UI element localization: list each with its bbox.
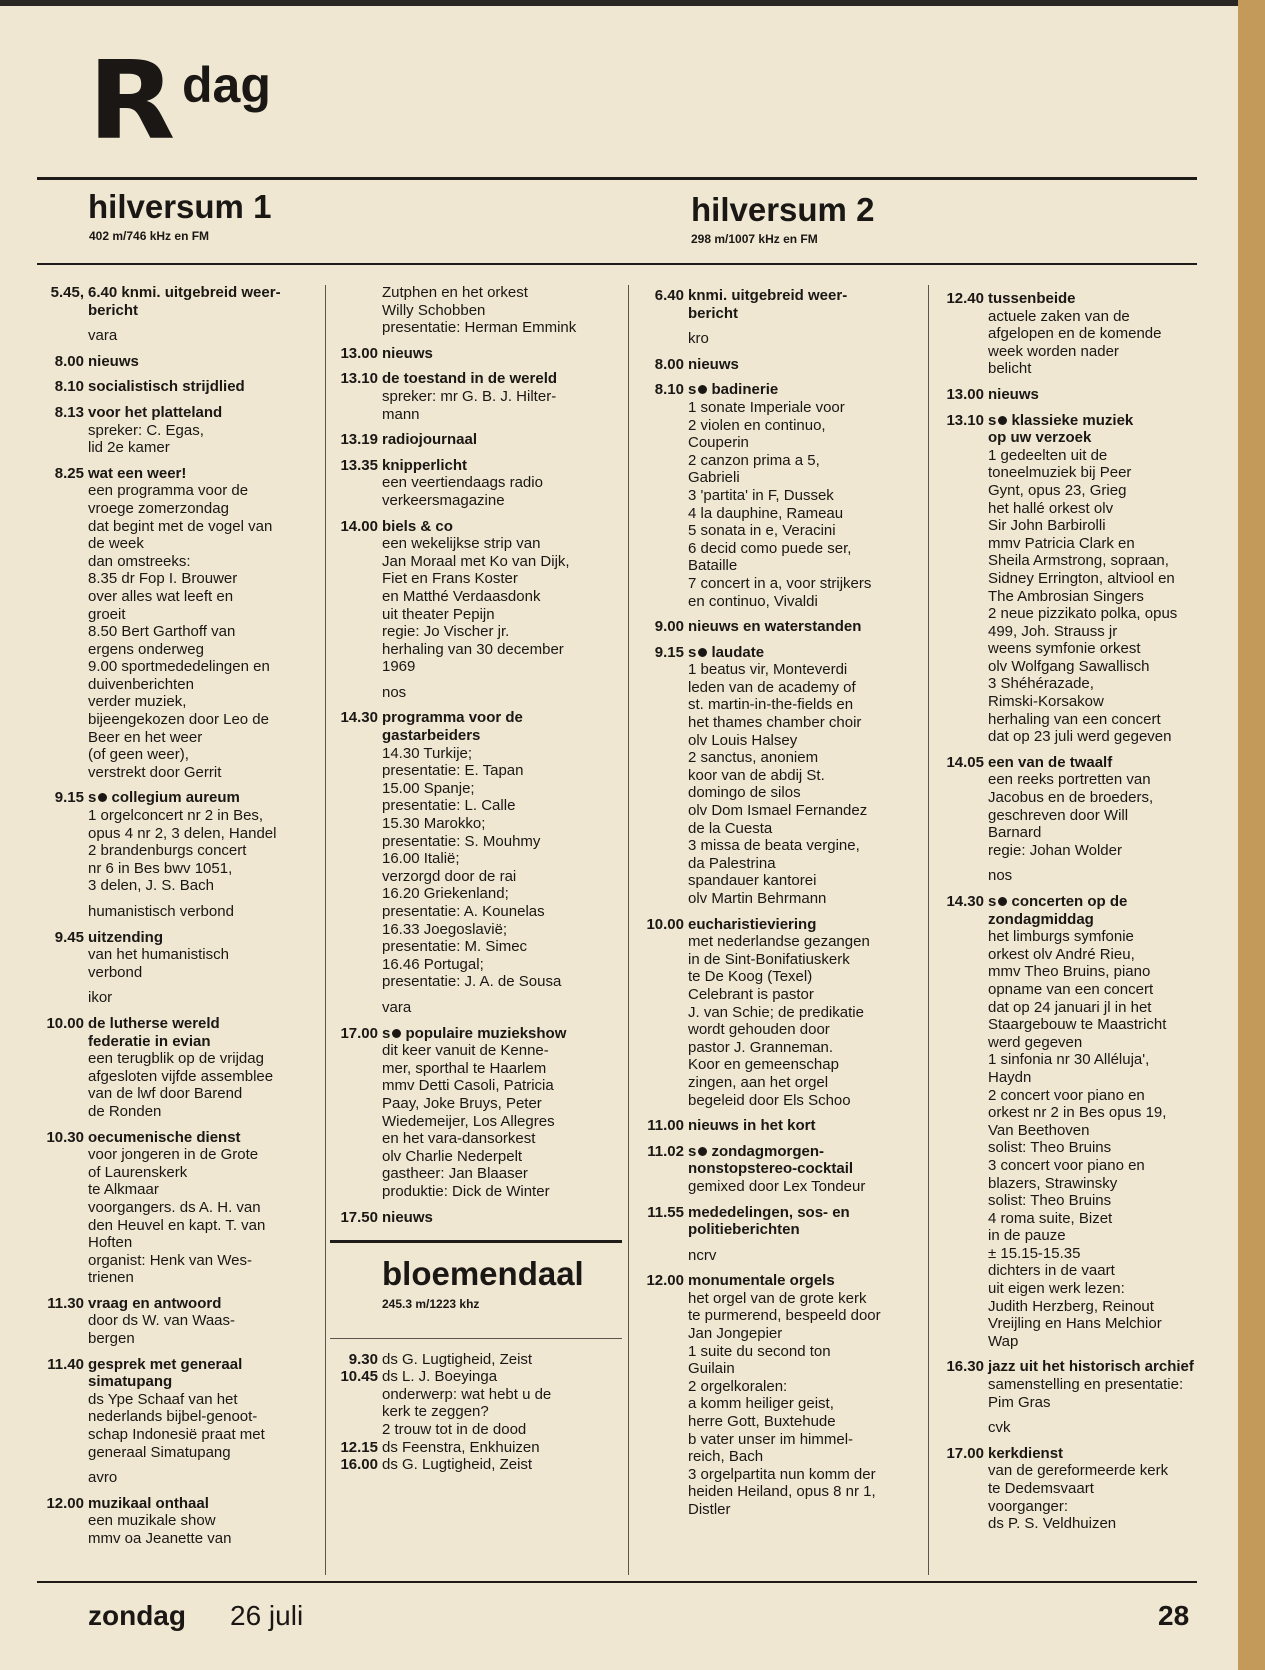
program-time: 17.00: [946, 1444, 984, 1462]
program-entry: [936, 754, 1221, 860]
program-description: 14.30 Turkije; presentatie: E. Tapan 15.00 Spanje; presentatie: L. Calle 15.30 Marokko; presentatie: S. Mouhmy 16.00 Italië; verzorgd door de rai 16.20 Griekenland; presentatie: A. Kounelas 16.33 Joegoslavië; presentatie: M. Simec 16.46 Portugal; presentatie: J. A. de Sousa: [382, 744, 562, 991]
footer-day: zondag: [88, 1600, 186, 1631]
program-title-text: knmi. uitgebreid weer- bericht: [688, 287, 848, 322]
bloemendaal-time: 12.15: [340, 1438, 378, 1456]
program-entry: [330, 345, 620, 363]
program-title-text: collegium aureum: [111, 789, 240, 807]
program-description: ds Ype Schaaf van het nederlands bijbel-genoot- schap Indonesië praat met generaal Simatupang: [88, 1390, 265, 1461]
program-title-text: concerten op de zondagmiddag: [988, 893, 1128, 928]
program-title-text: nieuws in het kort: [688, 1117, 816, 1135]
program-title: [88, 929, 318, 947]
program-title: [88, 353, 318, 371]
program-entry: [636, 916, 924, 1110]
program-title-text: jazz uit het historisch archief: [988, 1358, 1194, 1376]
top-border: [0, 0, 1238, 6]
program-title-text: wat een weer!: [88, 464, 187, 482]
program-entry: [330, 709, 620, 991]
bloemendaal-entry: [330, 1456, 620, 1474]
program-entry: [330, 431, 620, 449]
bloemendaal-entry: [330, 1351, 620, 1369]
program-description: 1 gedeelten uit de toneelmuziek bij Peer Gynt, opus 23, Grieg het hallé orkest olv Sir John Barbirolli mmv Patricia Clark en Sheila Armstrong, sopraan, Sidney Errington, altviool en The Ambrosian Singers 2 neue pizzikato polka, opus 499, Joh. Strauss jr weens symfonie orkest olv Wolfgang Sawallisch 3 Shéhérazade, Rimski-Korsakow herhaling van een concert dat op 23 juli werd gegeven: [988, 446, 1178, 746]
program-title-text: vraag en antwoord: [88, 1294, 222, 1312]
program-time: 8.13: [54, 403, 84, 421]
program-title: [988, 386, 1221, 404]
broadcaster-label: ncrv: [688, 1246, 717, 1264]
program-title: [88, 1015, 318, 1050]
program-title-text: 6.40 knmi. uitgebreid weer- bericht: [88, 284, 281, 319]
bloemendaal-entry: [330, 1439, 620, 1457]
program-time: 14.05: [946, 753, 984, 771]
logo-word: dag: [182, 57, 271, 113]
program-entry: [636, 356, 924, 374]
program-title-text: programma voor de gastarbeiders: [382, 709, 523, 745]
program-title: [382, 1025, 620, 1043]
program-title: [88, 789, 318, 807]
program-title: [688, 916, 924, 934]
program-title: [88, 404, 318, 422]
bloemendaal-entry: [330, 1368, 620, 1438]
program-title: [688, 287, 924, 322]
broadcaster-label: avro: [88, 1469, 118, 1487]
program-entry: [936, 893, 1221, 1350]
program-description: een muzikale show mmv oa Jeanette van: [88, 1512, 232, 1547]
program-description: 1 sonate Imperiale voor 2 violen en continuo, Couperin 2 canzon prima a 5, Gabrieli 3 'partita' in F, Dussek 4 la dauphine, Rameau 5 sonata in e, Veracini 6 decid como puede ser, Bataille 7 concert in a, voor strijkers en continuo, Vivaldi: [688, 398, 872, 610]
bloemendaal-description: ds G. Lugtigheid, Zeist: [382, 1456, 533, 1474]
program-time: 8.10: [54, 378, 84, 396]
program-title-text: nieuws: [88, 352, 139, 370]
program-title: [382, 518, 620, 536]
bloemendaal-time: 10.45: [340, 1368, 378, 1386]
program-entry: [636, 618, 924, 636]
program-description: spreker: mr G. B. J. Hilter- mann: [382, 387, 557, 423]
broadcaster-label: nos: [382, 683, 407, 701]
page-edge: [1238, 0, 1265, 1670]
station-bl-name: bloemendaal: [382, 1255, 584, 1293]
program-entry: [36, 404, 318, 457]
program-description: voor jongeren in de Grote of Laurenskerk te Alkmaar voorgangers. ds A. H. van den Heuvel en kapt. T. van Hoften organist: Henk van Wes- trienen: [88, 1146, 266, 1287]
program-time: 13.10: [946, 411, 984, 429]
program-description: samenstelling en presentatie: Pim Gras: [988, 1376, 1184, 1411]
bloemendaal-sub-rule: [330, 1338, 622, 1339]
footer-date: 26 juli: [230, 1600, 304, 1631]
program-description: een wekelijkse strip van Jan Moraal met Ko van Dijk, Fiet en Frans Koster en Matthé Verdaasdonk uit theater Pepijn regie: Jo Vischer jr. herhaling van 30 december 1969: [382, 535, 570, 676]
program-time: 11.02: [647, 1142, 684, 1160]
program-title: [688, 644, 924, 662]
program-title-text: gesprek met generaal simatupang: [88, 1355, 243, 1391]
bloemendaal-time: 9.30: [348, 1350, 378, 1368]
program-entry: [936, 412, 1221, 746]
col-divider-3: [928, 285, 929, 1575]
program-title: [988, 1445, 1221, 1463]
program-entry: [36, 1295, 318, 1348]
program-title-text: uitzending: [88, 928, 163, 946]
program-title: [88, 378, 318, 396]
program-time: 11.00: [647, 1117, 684, 1135]
program-time: 8.10: [654, 381, 684, 399]
bloemendaal-rule: [330, 1240, 622, 1243]
header-rule: [37, 177, 1197, 180]
program-entry: [36, 1129, 318, 1287]
program-time: 12.40: [946, 290, 984, 307]
station-h2-name: hilversum 2: [691, 191, 875, 228]
program-title: [382, 709, 620, 744]
program-title-text: muzikaal onthaal: [88, 1494, 209, 1512]
bloemendaal-description: ds L. J. Boeyinga onderwerp: wat hebt u de kerk te zeggen? 2 trouw tot in de dood: [382, 1368, 552, 1439]
program-time: 8.00: [654, 355, 684, 373]
program-time: 11.55: [647, 1203, 684, 1221]
program-entry: [636, 1204, 924, 1239]
program-title-text: zondagmorgen- nonstopstereo-cocktail: [688, 1142, 854, 1178]
program-time: 12.00: [46, 1494, 84, 1512]
column-hilversum1-a: [36, 284, 318, 1556]
program-title: [88, 465, 318, 483]
program-entry: [36, 929, 318, 982]
program-title: [382, 431, 620, 449]
program-title: [88, 1495, 318, 1513]
broadcaster-label: cvk: [988, 1419, 1011, 1437]
stereo-icon: s: [988, 412, 1012, 429]
broadcaster-label: vara: [382, 998, 412, 1016]
program-time: 11.40: [47, 1355, 84, 1373]
program-title: [988, 412, 1221, 447]
program-title-text: tussenbeide: [988, 290, 1076, 307]
bloemendaal-description: ds Feenstra, Enkhuizen: [382, 1438, 540, 1456]
program-description: 1 orgelconcert nr 2 in Bes, opus 4 nr 2, 3 delen, Handel 2 brandenburgs concert nr 6 in Bes bwv 1051, 3 delen, J. S. Bach: [88, 807, 277, 895]
program-entry: [636, 381, 924, 610]
program-title-text: eucharistieviering: [688, 915, 817, 933]
program-description: actuele zaken van de afgelopen en de komende week worden nader belicht: [988, 307, 1162, 378]
program-title: [88, 1356, 318, 1391]
program-title-text: knipperlicht: [382, 456, 468, 474]
footer-rule: [37, 1581, 1197, 1583]
program-title-text: biels & co: [382, 517, 453, 535]
bloemendaal-description: ds G. Lugtigheid, Zeist: [382, 1350, 533, 1368]
program-time: 13.00: [946, 385, 984, 403]
program-title: [688, 1272, 924, 1290]
program-entry: [636, 1143, 924, 1196]
program-title-text: de lutherse wereld federatie in evian: [88, 1014, 220, 1050]
program-entry: [330, 457, 620, 510]
program-entry: [36, 1495, 318, 1548]
program-description: van de gereformeerde kerk te Dedemsvaart voorganger: ds P. S. Veldhuizen: [988, 1462, 1169, 1533]
program-description: spreker: C. Egas, lid 2e kamer: [88, 421, 204, 457]
program-entry: [36, 353, 318, 371]
stereo-icon: s: [688, 381, 712, 398]
program-title: [382, 1209, 620, 1227]
broadcaster-label: kro: [688, 330, 709, 348]
program-time: 13.10: [340, 370, 378, 388]
program-title-text: nieuws: [688, 355, 739, 373]
program-entry: [636, 287, 924, 322]
program-title-text: klassieke muziek op uw verzoek: [988, 411, 1134, 447]
program-time: 12.00: [646, 1272, 684, 1290]
program-title-text: de toestand in de wereld: [382, 370, 558, 388]
program-description: het limburgs symfonie orkest olv André Rieu, mmv Theo Bruins, piano opname van een concert dat op 24 januari jl in het Staargebouw te Maastricht werd gegeven 1 sinfonia nr 30 Alléluja', Haydn 2 concert voor piano en orkest nr 2 in Bes opus 19, Van Beethoven solist: Theo Bruins 3 concert voor piano en blazers, Strawinsky solist: Theo Bruins 4 roma suite, Bizet in de pauze ± 15.15-15.35 dichters in de vaart uit eigen werk lezen: Judith Herzberg, Reinout Vreijling en Hans Melchior Wap: [988, 928, 1167, 1350]
program-entry: [36, 1356, 318, 1462]
continued-text: Zutphen en het orkest Willy Schobben presentatie: Herman Emmink: [382, 284, 577, 337]
program-entry: [636, 1272, 924, 1518]
bloemendaal-time: 16.00: [340, 1456, 378, 1474]
program-title-text: monumentale orgels: [688, 1272, 835, 1290]
program-entry: [36, 465, 318, 782]
program-entry: [936, 1358, 1221, 1411]
station-h1-name: hilversum 1: [88, 188, 272, 225]
program-time: 5.45,: [50, 284, 84, 301]
station-bl-freq: 245.3 m/1223 khz: [382, 1297, 480, 1312]
stereo-icon: s: [688, 644, 712, 661]
program-title-text: nieuws en waterstanden: [688, 618, 862, 636]
program-entry: [936, 386, 1221, 404]
program-time: 10.30: [46, 1128, 84, 1146]
program-time: 11.30: [47, 1294, 84, 1312]
page-number: 28: [1158, 1600, 1190, 1631]
program-description: gemixed door Lex Tondeur: [688, 1177, 866, 1195]
program-description: een reeks portretten van Jacobus en de broeders, geschreven door Will Barnard regie: Johan Wolder: [988, 771, 1154, 859]
program-entry: [330, 1209, 620, 1227]
program-title-text: voor het platteland: [88, 403, 223, 421]
program-title-text: nieuws: [382, 1208, 433, 1226]
program-title: [688, 1204, 924, 1239]
program-title-text: populaire muziekshow: [405, 1024, 567, 1042]
program-time: 14.30: [946, 893, 984, 910]
program-title: [688, 1143, 924, 1178]
program-title: [688, 618, 924, 636]
program-title: [988, 290, 1221, 308]
program-description: dit keer vanuit de Kenne- mer, sporthal te Haarlem mmv Detti Casoli, Patricia Paay, Joke Bruys, Peter Wiedemeijer, Los Allegres en het vara-dansorkest olv Charlie Nederpelt gastheer: Jan Blaaser produktie: Dick de Winter: [382, 1042, 555, 1200]
program-description: met nederlandse gezangen in de Sint-Bonifatiuskerk te De Koog (Texel) Celebrant is pastor J. van Schie; de predikatie wordt gehouden door pastor J. Granneman. Koor en gemeenschap zingen, aan het orgel begeleid door Els Schoo: [688, 933, 870, 1109]
program-time: 10.00: [46, 1014, 84, 1032]
stereo-icon: s: [688, 1143, 712, 1160]
program-title-text: laudate: [711, 643, 765, 661]
program-description: het orgel van de grote kerk te purmerend, bespeeld door Jan Jongepier 1 suite du second ton Guilain 2 orgelkoralen: a komm heiliger geist, herre Gott, Buxtehude b vater unser im himmel- reich, Bach 3 orgelpartita nun komm der heiden Heiland, opus 8 nr 1, Distler: [688, 1289, 881, 1518]
program-time: 8.25: [54, 464, 84, 482]
program-time: 14.30: [340, 709, 378, 727]
program-time: 9.15: [54, 789, 84, 807]
logo-letter: R: [88, 39, 172, 164]
program-time: 16.30: [946, 1358, 984, 1376]
program-title: [382, 345, 620, 363]
program-description: 1 beatus vir, Monteverdi leden van de academy of st. martin-in-the-fields en het thames chamber choir olv Louis Halsey 2 sanctus, anoniem koor van de abdij St. domingo de silos olv Dom Ismael Fernandez de la Cuesta 3 missa de beata vergine, da Palestrina spandauer kantorei olv Martin Behrmann: [688, 661, 868, 907]
program-description: een terugblik op de vrijdag afgesloten vijfde assemblee van de lwf door Barend de Ronden: [88, 1050, 274, 1120]
program-description: door ds W. van Waas- bergen: [88, 1312, 235, 1348]
program-time: 9.00: [654, 618, 684, 636]
program-time: 9.45: [54, 928, 84, 946]
broadcaster-label: ikor: [88, 989, 113, 1007]
program-title-text: nieuws: [382, 344, 433, 362]
program-description: een veertiendaags radio verkeersmagazine: [382, 474, 543, 509]
broadcaster-label: humanistisch verbond: [88, 903, 234, 920]
program-title-text: nieuws: [988, 385, 1039, 403]
program-time: 13.35: [340, 456, 378, 474]
program-title: [88, 1295, 318, 1313]
broadcaster-label: nos: [988, 867, 1013, 885]
program-time: 13.19: [340, 431, 378, 449]
program-title-text: badinerie: [711, 381, 779, 399]
program-title: [382, 370, 620, 388]
program-entry: [330, 370, 620, 423]
station-h1-freq: 402 m/746 kHz en FM: [89, 229, 210, 243]
program-description: van het humanistisch verbond: [88, 946, 229, 981]
program-time: 17.00: [340, 1024, 378, 1042]
program-title: [688, 1117, 924, 1135]
program-time: 13.00: [340, 344, 378, 362]
program-time: 8.00: [54, 352, 84, 370]
program-title: [88, 1129, 318, 1147]
program-title-text: mededelingen, sos- en politieberichten: [688, 1203, 850, 1239]
program-entry: [36, 284, 318, 319]
program-entry: [636, 644, 924, 908]
program-title-text: kerkdienst: [988, 1444, 1064, 1462]
station-h2-freq: 298 m/1007 kHz en FM: [691, 232, 818, 246]
col-divider-1: [325, 285, 326, 1575]
program-time: 9.15: [654, 643, 684, 661]
program-title-text: socialistisch strijdlied: [88, 378, 245, 396]
broadcaster-label: vara: [88, 327, 118, 345]
program-entry: [330, 518, 620, 676]
program-entry: [36, 789, 318, 895]
program-entry: [36, 378, 318, 396]
bloemendaal-block: [330, 1257, 620, 1474]
stereo-icon: s: [382, 1025, 406, 1042]
program-title: [688, 381, 924, 399]
program-entry: [636, 1117, 924, 1135]
program-entry: [936, 1445, 1221, 1533]
program-title: [988, 754, 1221, 772]
column-hilversum2-b: [936, 290, 1221, 1541]
program-entry: [936, 290, 1221, 378]
program-time: 17.50: [340, 1208, 378, 1226]
program-description: een programma voor de vroege zomerzondag dat begint met de vogel van de week dan omstreeks: 8.35 dr Fop I. Brouwer over alles wat leeft en groeit 8.50 Bert Garthoff van ergens onderweg 9.00 sportmededelingen en duivenberichten verder muziek, bijeengekozen door Leo de Beer en het weer (of geen weer), verstrekt door Gerrit: [88, 482, 273, 781]
program-time: 6.40: [654, 287, 684, 304]
program-title-text: een van de twaalf: [988, 753, 1113, 771]
program-entry: [36, 1015, 318, 1121]
column-hilversum2-a: [636, 287, 924, 1527]
stereo-icon: s: [988, 893, 1012, 910]
program-title: [88, 284, 318, 319]
stereo-icon: s: [88, 789, 112, 806]
column-hilversum1-b: [330, 284, 620, 1474]
program-entry: [330, 1025, 620, 1201]
col-divider-2: [628, 285, 629, 1575]
program-title: [988, 893, 1221, 928]
program-title-text: oecumenische dienst: [88, 1128, 241, 1146]
program-title: [988, 1358, 1221, 1376]
program-time: 14.00: [340, 517, 378, 535]
program-time: 10.00: [646, 915, 684, 933]
program-title-text: radiojournaal: [382, 431, 478, 449]
program-title: [688, 356, 924, 374]
program-title: [382, 457, 620, 475]
stations-rule: [37, 263, 1197, 265]
